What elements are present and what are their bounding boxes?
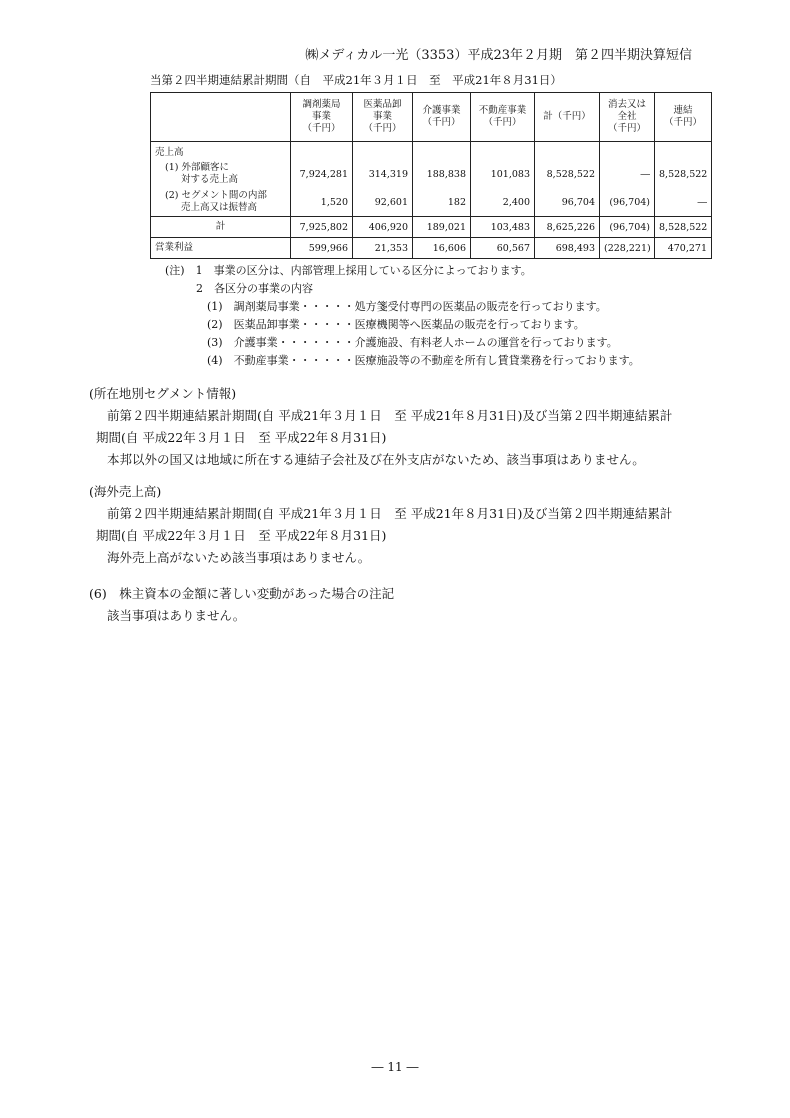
col-header: 消去又は 全社 （千円）: [600, 93, 655, 142]
cell: (96,704): [600, 188, 655, 217]
cell: 698,493: [535, 238, 600, 259]
cell: 96,704: [535, 188, 600, 217]
cell: ―: [655, 188, 712, 217]
cell: 2,400: [471, 188, 535, 217]
cell: 188,838: [413, 160, 471, 188]
cell: ―: [600, 160, 655, 188]
period-title: 当第２四半期連結累計期間（自 平成21年３月１日 至 平成21年８月31日）: [150, 73, 562, 87]
col-header: 連結 （千円）: [655, 93, 712, 142]
col-header: 不動産事業 （千円）: [471, 93, 535, 142]
section-heading: (所在地別セグメント情報): [89, 386, 237, 401]
cell: 103,483: [471, 217, 535, 238]
document-header: ㈱メディカル一光（3353）平成23年２月期 第２四半期決算短信: [305, 48, 692, 63]
row-label: (2) セグメント間の内部 売上高又は振替高: [151, 188, 291, 217]
cell: 189,021: [413, 217, 471, 238]
paragraph-line: 該当事項はありません。: [107, 608, 246, 623]
note-item: (4) 不動産事業・・・・・・医療施設等の不動産を所有し賃貸業務を行っております。: [207, 354, 640, 367]
table-row: [151, 142, 712, 161]
col-header: 医薬品卸 事業 （千円）: [353, 93, 413, 142]
cell: 8,528,522: [535, 160, 600, 188]
note-item: (2) 医薬品卸事業・・・・・医療機関等へ医薬品の販売を行っております。: [207, 318, 585, 331]
section-heading: (6) 株主資本の金額に著しい変動があった場合の注記: [89, 586, 395, 601]
table-row: [151, 217, 712, 238]
operating-income-label: 営業利益: [151, 238, 291, 259]
paragraph-line: 期間(自 平成22年３月１日 至 平成22年８月31日): [96, 430, 387, 445]
cell: 101,083: [471, 160, 535, 188]
cell: 8,528,522: [655, 217, 712, 238]
cell: 92,601: [353, 188, 413, 217]
cell: 1,520: [291, 188, 353, 217]
note-2: 2 各区分の事業の内容: [196, 282, 313, 295]
equity-section: [89, 583, 394, 627]
paragraph-line: 本邦以外の国又は地域に所在する連結子会社及び在外支店がないため、該当事項はありません。: [107, 452, 645, 467]
note-item: (3) 介護事業・・・・・・・介護施設、有料老人ホームの運営を行っております。: [207, 336, 618, 349]
cell: 470,271: [655, 238, 712, 259]
table-header-row: [151, 93, 712, 142]
cell: 314,319: [353, 160, 413, 188]
cell: 406,920: [353, 217, 413, 238]
total-label: 計: [151, 217, 291, 238]
col-header: 調剤薬局 事業 （千円）: [291, 93, 353, 142]
cell: (96,704): [600, 217, 655, 238]
cell: 16,606: [413, 238, 471, 259]
paragraph-line: 海外売上高がないため該当事項はありません。: [107, 550, 371, 565]
col-header: 介護事業 （千円）: [413, 93, 471, 142]
cell: 21,353: [353, 238, 413, 259]
paragraph-line: 前第２四半期連結累計期間(自 平成21年３月１日 至 平成21年８月31日)及び当第２四半期連結累計: [107, 506, 673, 521]
page-number: ― 11 ―: [371, 1060, 419, 1074]
table-notes: [165, 262, 640, 370]
table-row: [151, 238, 712, 259]
cell: 182: [413, 188, 471, 217]
table-row: [151, 188, 712, 217]
cell: 60,567: [471, 238, 535, 259]
paragraph-line: 期間(自 平成22年３月１日 至 平成22年８月31日): [96, 528, 387, 543]
cell: 7,924,281: [291, 160, 353, 188]
cell: 599,966: [291, 238, 353, 259]
row-label: (1) 外部顧客に 対する売上高: [151, 160, 291, 188]
cell: (228,221): [600, 238, 655, 259]
section-heading: (海外売上高): [89, 484, 162, 499]
table-row: [151, 160, 712, 188]
note-1: (注) 1 事業の区分は、内部管理上採用している区分によっております。: [165, 264, 532, 277]
note-item: (1) 調剤薬局事業・・・・・処方箋受付専門の医薬品の販売を行っております。: [207, 300, 607, 313]
overseas-section: [89, 481, 672, 569]
paragraph-line: 前第２四半期連結累計期間(自 平成21年３月１日 至 平成21年８月31日)及び当第２四半期連結累計: [107, 408, 673, 423]
location-section: [89, 383, 672, 471]
sales-heading: 売上高: [151, 142, 291, 161]
cell: 7,925,802: [291, 217, 353, 238]
cell: 8,528,522: [655, 160, 712, 188]
col-header: 計（千円）: [535, 93, 600, 142]
header-blank: [151, 93, 291, 142]
segment-table: [150, 92, 712, 259]
cell: 8,625,226: [535, 217, 600, 238]
